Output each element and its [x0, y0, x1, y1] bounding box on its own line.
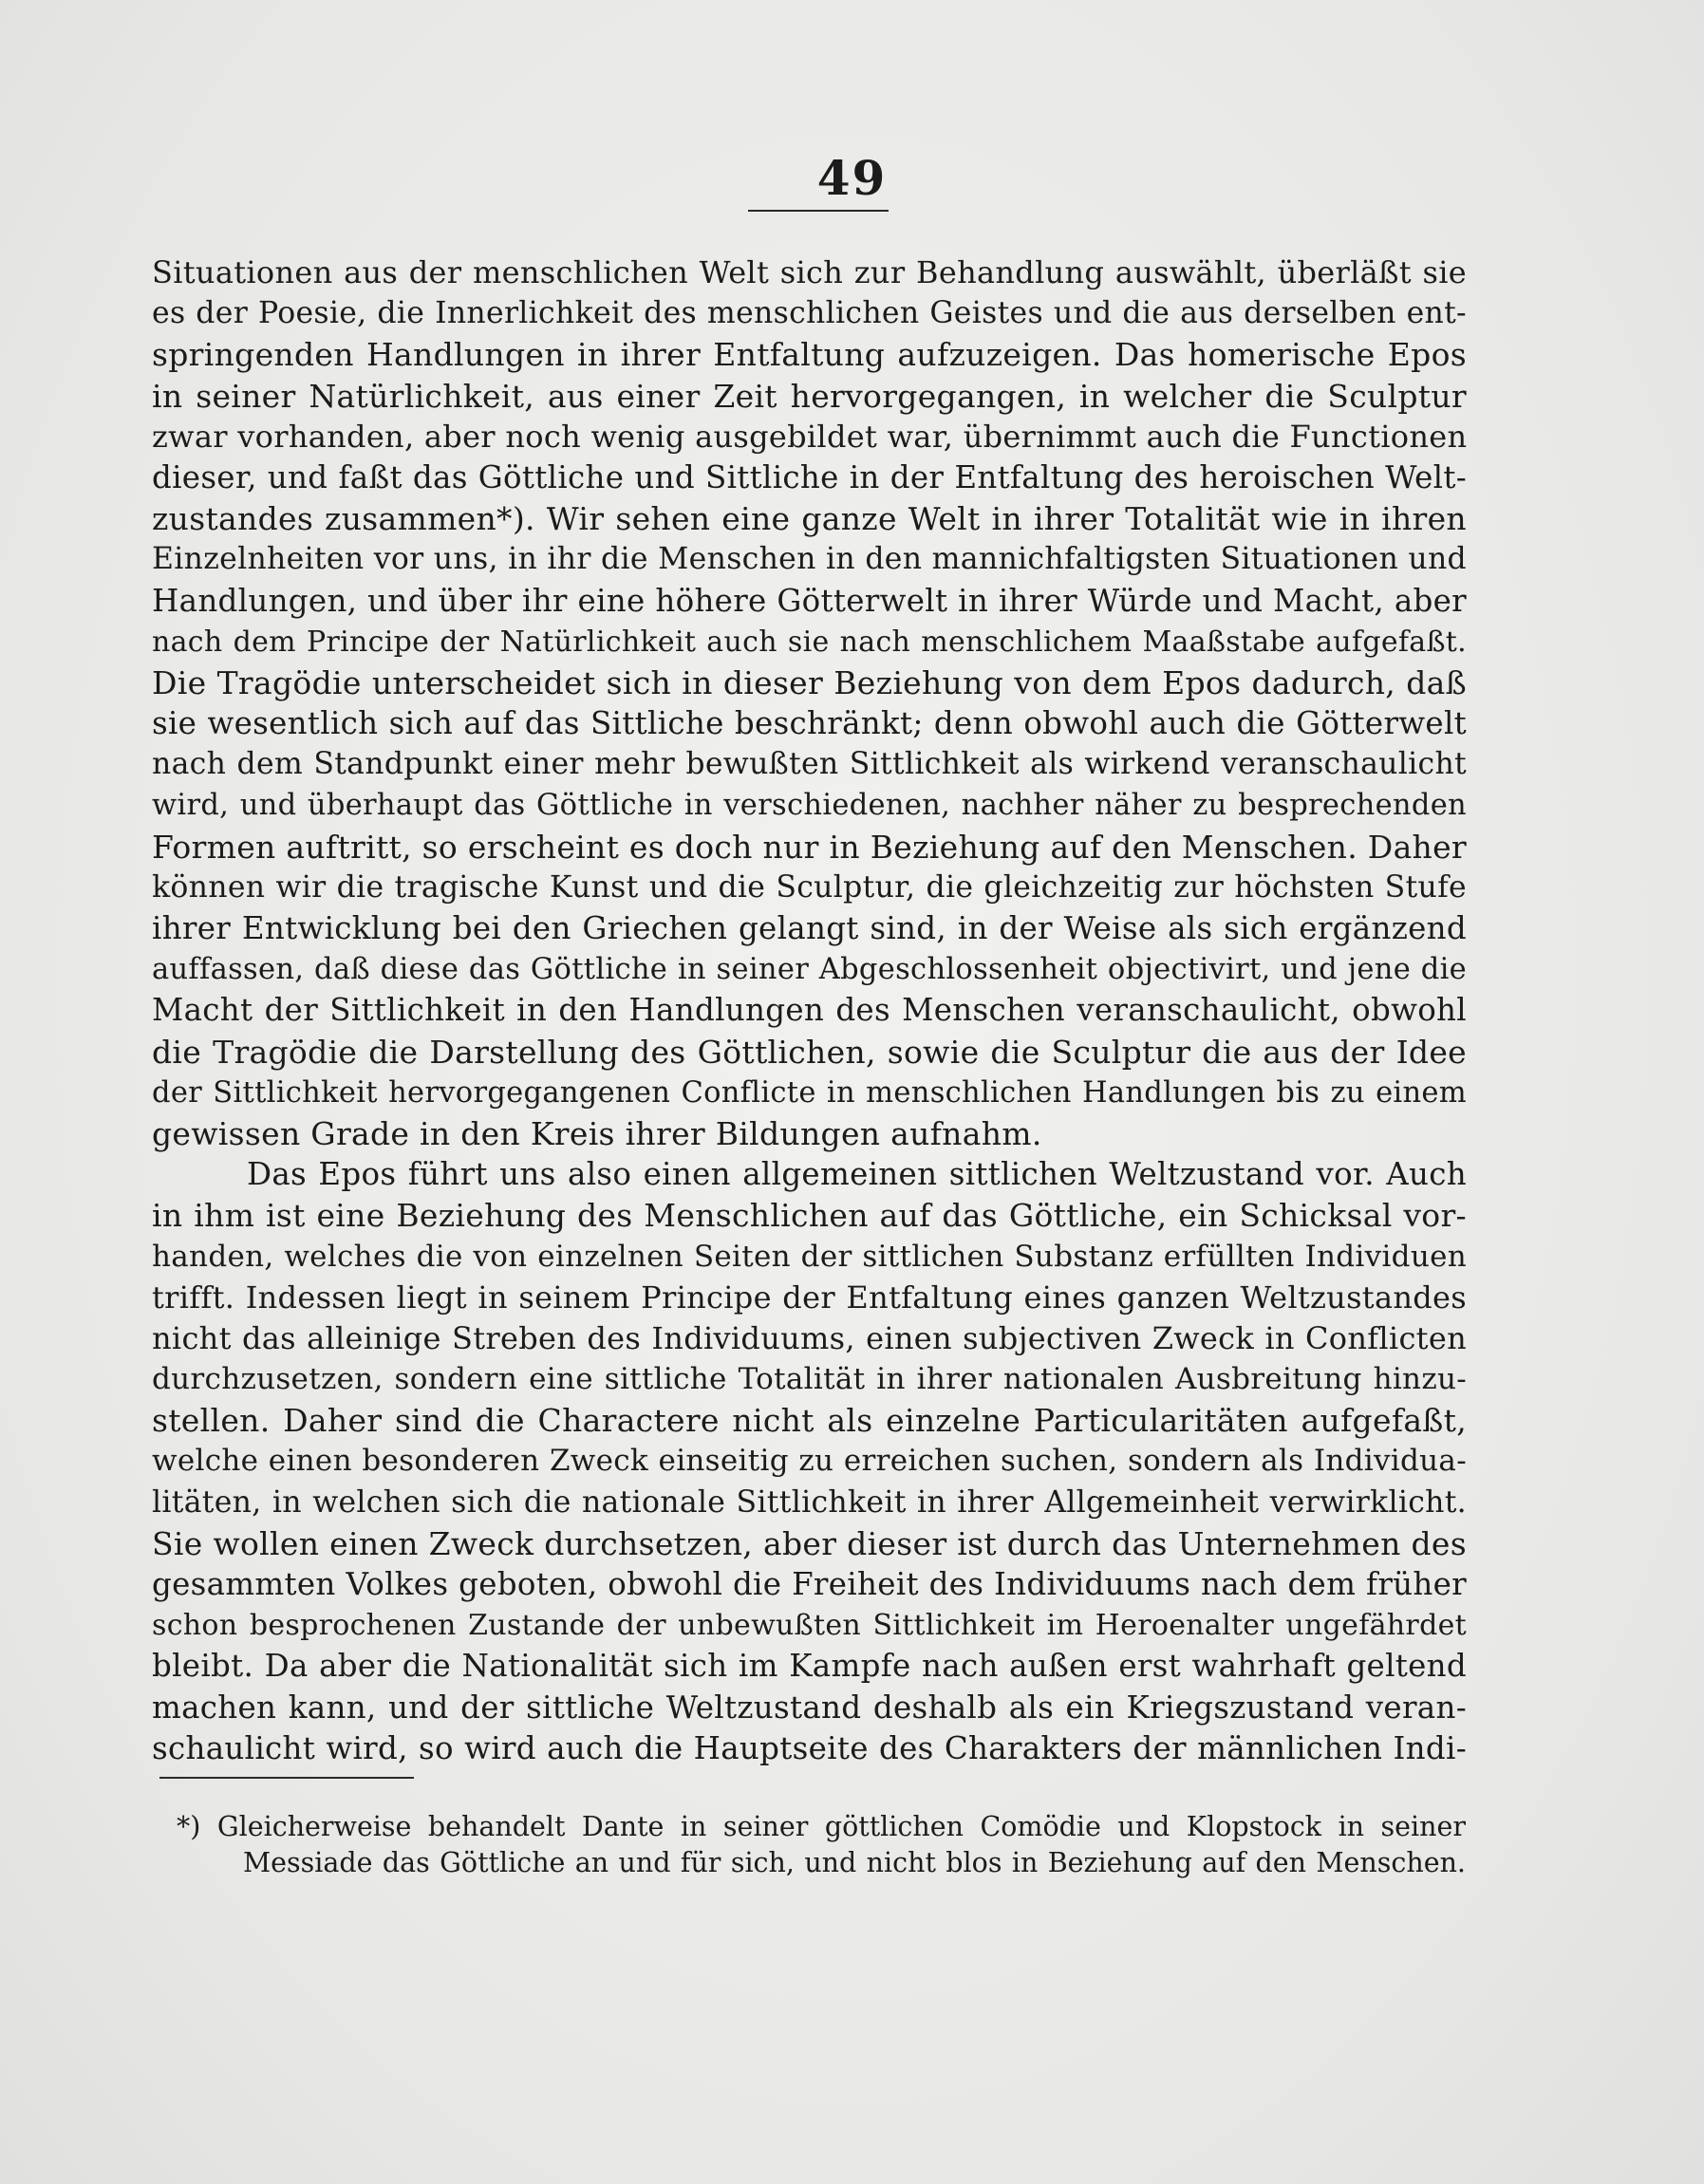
text-line: nicht das alleinige Streben des Individuums, einen subjectiven Zweck in Conflicten — [152, 1319, 1467, 1356]
text-line: in ihm ist eine Beziehung des Menschlichen auf das Göttliche, ein Schicksal vor- — [152, 1197, 1467, 1235]
text-line: nach dem Standpunkt einer mehr bewußten Sittlichkeit als wirkend veranschaulicht — [152, 747, 1467, 782]
text-line: Die Tragödie unterscheidet sich in dieser Beziehung von dem Epos dadurch, daß — [152, 663, 1467, 701]
text-line: Einzelnheiten vor uns, in ihr die Menschen in den mannichfaltigsten Situationen und — [152, 542, 1467, 577]
text-line: sie wesentlich sich auf das Sittliche beschränkt; denn obwohl auch die Götterwelt — [152, 705, 1467, 742]
text-line: Sie wollen einen Zweck durchsetzen, aber dieser ist durch das Unternehmen des — [152, 1524, 1467, 1562]
footnotes — [177, 1809, 1466, 1881]
text-line: Formen auftritt, so erscheint es doch nur in Beziehung auf den Menschen. Daher — [152, 828, 1467, 866]
text-line: die Tragödie die Darstellung des Göttlichen, sowie die Sculptur die aus der Idee — [152, 1033, 1467, 1071]
text-line: schon besprochenen Zustande der unbewußten Sittlichkeit im Heroenalter ungefährdet — [152, 1609, 1467, 1643]
text-line: zwar vorhanden, aber noch wenig ausgebildet war, übernimmt auch die Functionen — [152, 418, 1468, 455]
text-line: es der Poesie, die Innerlichkeit des menschlichen Geistes und die aus derselben ent- — [152, 296, 1467, 331]
text-line: nach dem Principe der Natürlichkeit auch sie nach menschlichem Maaßstabe aufgefaßt. — [152, 625, 1467, 659]
text-line: schaulicht wird, so wird auch die Hauptseite des Charakters der männlichen Indi- — [152, 1729, 1467, 1766]
text-line: dieser, und faßt das Göttliche und Sittliche in der Entfaltung des heroischen Welt- — [152, 458, 1467, 495]
text-line: Macht der Sittlichkeit in den Handlungen des Menschen veranschaulicht, obwohl — [152, 992, 1467, 1029]
text-line: durchzusetzen, sondern eine sittliche Totalität in ihrer nationalen Ausbreitung hinzu- — [152, 1362, 1467, 1397]
text-line: auffassen, daß diese das Göttliche in seiner Abgeschlossenheit objectivirt, und jene die — [152, 953, 1467, 987]
text-line: bleibt. Da aber die Nationalität sich im Kampfe nach außen erst wahrhaft geltend — [152, 1648, 1467, 1685]
text-line: zustandes zusammen*). Wir sehen eine ganze Welt in ihrer Totalität wie in ihren — [152, 500, 1467, 538]
text-line: trifft. Indessen liegt in seinem Principe der Entfaltung eines ganzen Weltzustandes — [152, 1279, 1467, 1316]
text-line: gesammten Volkes geboten, obwohl die Freiheit des Individuums nach dem früher — [152, 1566, 1467, 1602]
text-line: Situationen aus der menschlichen Welt sich zur Behandlung auswählt, überläßt sie — [152, 254, 1467, 290]
text-line: Das Epos führt uns also einen allgemeinen sittlichen Weltzustand vor. Auch — [247, 1156, 1467, 1193]
text-line: ihrer Entwicklung bei den Griechen gelangt sind, in der Weise als sich ergänzend — [152, 910, 1467, 946]
footnote-rule — [159, 1777, 414, 1779]
text-line: Handlungen, und über ihr eine höhere Götterwelt in ihrer Würde und Macht, aber — [152, 582, 1467, 619]
text-line: können wir die tragische Kunst und die Sculptur, die gleichzeitig zur höchsten Stufe — [152, 869, 1467, 905]
text-line: in seiner Natürlichkeit, aus einer Zeit hervorgegangen, in welcher die Sculptur — [152, 377, 1467, 415]
page-number: 49 — [816, 150, 888, 206]
text-line: handen, welches die von einzelnen Seiten der sittlichen Substanz erfüllten Individuen — [152, 1239, 1467, 1274]
text-line: gewissen Grade in den Kreis ihrer Bildungen aufnahm. — [152, 1114, 1042, 1152]
text-line: machen kann, und der sittliche Weltzustand deshalb als ein Kriegszustand veran- — [152, 1689, 1467, 1726]
text-line: litäten, in welchen sich die nationale Sittlichkeit in ihrer Allgemeinheit verwirklicht. — [152, 1484, 1467, 1520]
text-line: springenden Handlungen in ihrer Entfaltung aufzuzeigen. Das homerische Epos — [152, 336, 1467, 374]
footnote-line: Messiade das Göttliche an und für sich, und nicht blos in Beziehung auf den Menschen. — [243, 1847, 1466, 1878]
text-line: stellen. Daher sind die Charactere nicht als einzelne Particularitäten aufgefaßt, — [152, 1402, 1467, 1440]
text-line: welche einen besonderen Zweck einseitig zu erreichen suchen, sondern als Individua- — [152, 1444, 1467, 1479]
text-line: der Sittlichkeit hervorgegangenen Conflicte in menschlichen Handlungen bis zu einem — [152, 1075, 1467, 1110]
body-text — [152, 252, 1467, 1769]
header-rule — [748, 210, 889, 212]
text-line: wird, und überhaupt das Göttliche in verschiedenen, nachher näher zu besprechenden — [152, 789, 1467, 823]
footnote-line: *) Gleicherweise behandelt Dante in seiner göttlichen Comödie und Klopstock in seiner — [177, 1811, 1466, 1842]
